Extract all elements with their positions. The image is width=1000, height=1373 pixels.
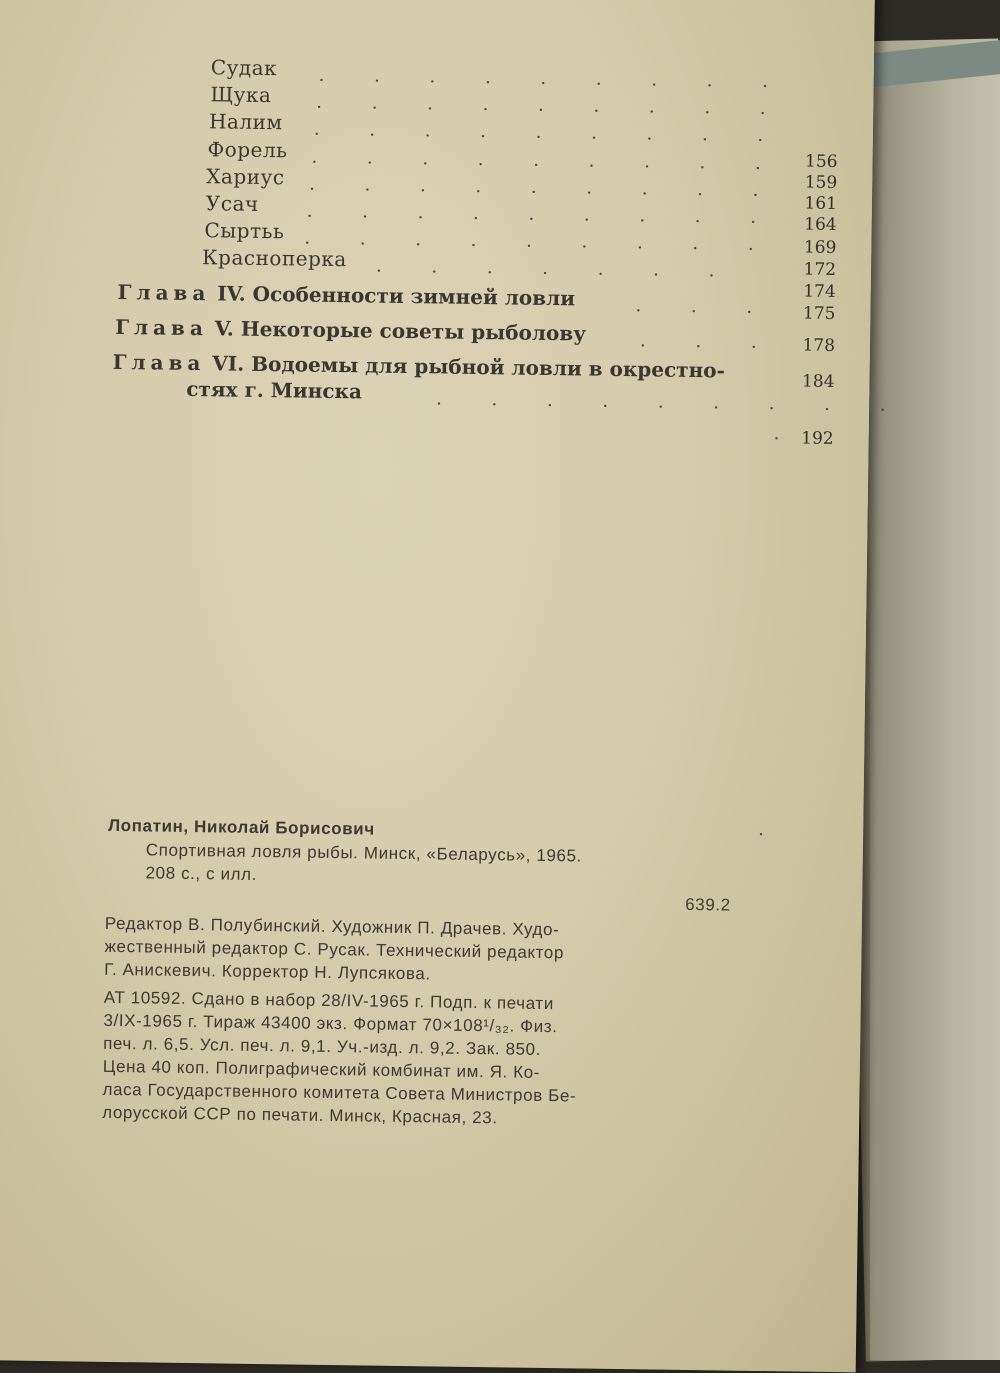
- colophon-class-code: 639.2: [685, 894, 731, 915]
- colophon-imprint-line: 3/IX-1965 г. Тираж 43400 экз. Формат 70×108¹/₃₂. Физ.: [103, 1010, 558, 1037]
- colophon-credit-line: жественный редактор С. Русак. Технический редактор: [104, 936, 565, 963]
- leader-dots: . . . . . . . . .: [316, 91, 788, 120]
- page-number: 178: [802, 335, 836, 356]
- leader-dots: . . . . . . . . .: [436, 388, 908, 416]
- colophon-imprint-line: лорусской ССР по печати. Минск, Красная, 23.: [102, 1102, 498, 1128]
- chapter-word: Глава: [112, 349, 206, 376]
- page-number: 161: [804, 193, 838, 214]
- page-number: 175: [802, 303, 836, 324]
- leader-dots: . . .: [639, 330, 779, 354]
- leader-dots: . . .: [635, 295, 775, 319]
- page-number: 192: [801, 428, 834, 449]
- toc-chapter: [117, 280, 575, 310]
- page-number: 172: [803, 259, 837, 280]
- colophon-title: Спортивная ловля рыбы. Минск, «Беларусь», 1965.: [145, 840, 583, 866]
- toc-chapter-continuation: стях г. Минска: [186, 376, 363, 404]
- chapter-word: Глава: [117, 279, 211, 306]
- toc-item: Хариус: [206, 164, 285, 190]
- colophon-author: Лопатин, Николай Борисович: [108, 815, 375, 839]
- leader-dots: . . . . . . .: [375, 255, 737, 282]
- toc-item: Судак: [210, 55, 278, 81]
- chapter-title: IV. Особенности зимней ловли: [217, 281, 576, 311]
- chapter-title: V. Некоторые советы рыболову: [214, 316, 587, 346]
- colophon-credit-line: Редактор В. Полубинский. Художник П. Драчев. Худо-: [104, 913, 560, 940]
- page-number: 156: [804, 151, 838, 172]
- toc-chapter: [115, 315, 586, 346]
- colophon-imprint-line: Цена 40 коп. Полиграфический комбинат им. Я. Ко-: [102, 1056, 541, 1082]
- leader-dots: .: [773, 423, 802, 445]
- chapter-word: Глава: [115, 314, 209, 341]
- colophon-pages: 208 с., с илл.: [145, 863, 258, 884]
- colophon-imprint-line: ласа Государственного комитета Совета Министров Бе-: [102, 1079, 577, 1106]
- toc-item: Форель: [207, 137, 288, 163]
- colophon-credit-line: Г. Анискевич. Корректор Н. Лупсякова.: [104, 959, 431, 984]
- leader-dots: . . . . . . . . .: [304, 227, 776, 256]
- leader-dots: . . . . . . . . .: [306, 200, 779, 229]
- page-number: 169: [803, 237, 837, 258]
- leader-dots: . . . . . . . . .: [313, 118, 786, 147]
- chapter-title: VI. Водоемы для рыбной ловли в окрестно-: [212, 351, 726, 383]
- toc-item: Сыртьь: [204, 218, 285, 244]
- page-number: 184: [801, 371, 835, 392]
- page-number: 174: [803, 281, 836, 302]
- toc-item: Щука: [210, 82, 272, 108]
- leader-dots: . . . . . . . . .: [318, 64, 791, 93]
- page-number: 164: [804, 214, 837, 235]
- toc-item: Налим: [208, 109, 283, 135]
- toc-item: Красноперка: [201, 245, 347, 272]
- colophon-imprint-line: АТ 10592. Сдано в набор 28/IV-1965 г. Подп. к печати: [103, 987, 555, 1014]
- mark-dot: .: [758, 818, 787, 841]
- toc-item: Усач: [205, 191, 259, 216]
- leader-dots: . . . . . . . . .: [309, 173, 781, 202]
- page-number: 159: [804, 172, 838, 193]
- facing-page-inner: [870, 60, 1000, 1360]
- leader-dots: . . . . . . . . .: [311, 146, 783, 175]
- colophon-imprint-line: печ. л. 6,5. Усл. печ. л. 9,1. Уч.-изд. л. 9,2. Зак. 850.: [103, 1033, 542, 1059]
